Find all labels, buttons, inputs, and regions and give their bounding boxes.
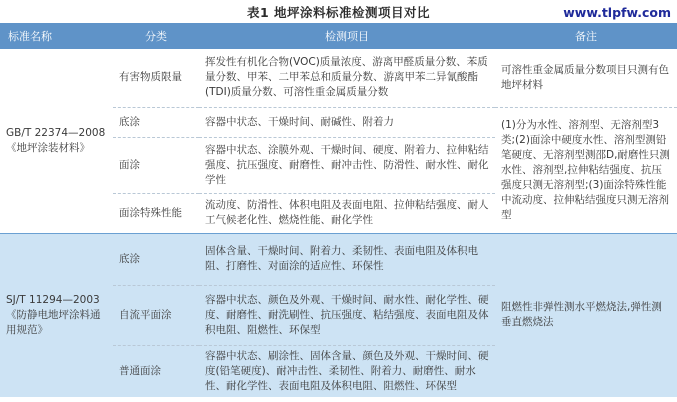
- test-items-cell: 挥发性有机化合物(VOC)质量浓度、游离甲醛质量分数、苯质量分数、甲苯、二甲苯总和质量分数、游离甲苯二异氰酸酯(TDI)质量分数、可溶性重金属质量分数: [199, 49, 495, 107]
- header-row: [0, 23, 677, 49]
- test-items-cell: 容器中状态、刷涂性、固体含量、颜色及外观、干燥时间、硬度(铅笔硬度)、耐冲击性、柔韧性、附着力、耐磨性、耐水性、耐化学性、表面电阻及体积电阻、阻燃性、环保型: [199, 345, 495, 397]
- header-standard-name: 标准名称: [0, 23, 113, 49]
- category-cell: 有害物质限量: [113, 49, 199, 107]
- standard-code: SJ/T 11294—2003: [6, 293, 100, 306]
- category-cell: 底涂: [113, 233, 199, 285]
- remarks-cell: (1)分为水性、溶剂型、无溶剂型3类;(2)面涂中硬度水性、溶剂型测铅笔硬度、无溶剂型测邵D,耐磨性只测水性、溶剂型,拉伸粘结强度、抗压强度只测无溶剂型;(3)面涂特殊性能中流动度、拉伸粘结强度只测无溶剂型: [495, 107, 677, 233]
- standard-title: 《地坪涂装材料》: [6, 141, 90, 154]
- standard-code: GB/T 22374—2008: [6, 126, 106, 139]
- category-cell: 面涂特殊性能: [113, 193, 199, 233]
- remarks-cell: 可溶性重金属质量分数项目只测有色地坪材料: [495, 49, 677, 107]
- category-cell: 底涂: [113, 107, 199, 137]
- standard-name-cell: [0, 233, 113, 397]
- test-items-cell: 容器中状态、涂膜外观、干燥时间、硬度、附着力、拉伸粘结强度、抗压强度、耐磨性、耐冲击性、防滑性、耐水性、耐化学性: [199, 137, 495, 193]
- group-gb-t-22374: [0, 49, 677, 233]
- test-items-cell: 流动度、防滑性、体积电阻及表面电阻、拉伸粘结强度、耐人工气候老化性、燃烧性能、耐化学性: [199, 193, 495, 233]
- watermark: www.tlpfw.com: [563, 5, 671, 20]
- table-title: 表1 地坪涂料标准检测项目对比: [246, 5, 431, 20]
- standard-name-cell: [0, 49, 113, 233]
- header-category: 分类: [113, 23, 199, 49]
- category-cell: 普通面涂: [113, 345, 199, 397]
- test-items-cell: 固体含量、干燥时间、附着力、柔韧性、表面电阻及体积电阻、打磨性、对面涂的适应性、环保性: [199, 233, 495, 285]
- comparison-table: [0, 23, 677, 397]
- remarks-cell: 阻燃性非弹性测水平燃烧法,弹性测垂直燃烧法: [495, 233, 677, 397]
- header-test-items: 检测项目: [199, 23, 495, 49]
- test-items-cell: 容器中状态、颜色及外观、干燥时间、耐水性、耐化学性、硬度、耐磨性、耐洗刷性、抗压强度、粘结强度、表面电阻及体积电阻、阻燃性、环保型: [199, 285, 495, 345]
- header-remarks: 备注: [495, 23, 677, 49]
- category-cell: 自流平面涂: [113, 285, 199, 345]
- category-cell: 面涂: [113, 137, 199, 193]
- group-sj-t-11294: [0, 233, 677, 397]
- standard-title: 《防静电地坪涂料通用规范》: [6, 308, 101, 336]
- table-row: [0, 233, 677, 285]
- test-items-cell: 容器中状态、干燥时间、耐碱性、附着力: [199, 107, 495, 137]
- table-row: [0, 49, 677, 107]
